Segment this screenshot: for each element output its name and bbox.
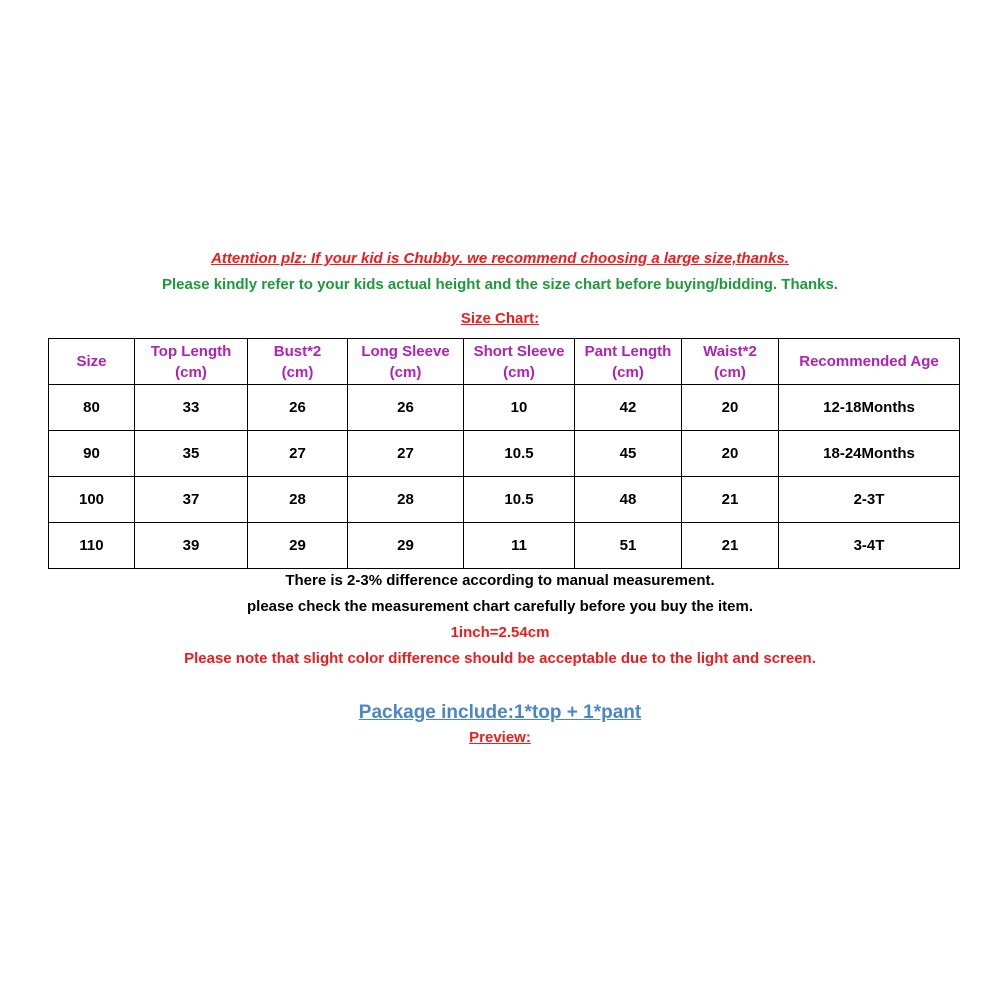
column-header-unit: (cm)	[281, 363, 314, 381]
column-header-title: Bust*2	[273, 342, 322, 360]
package-include-text: Package include:1*top + 1*pant	[358, 702, 642, 723]
table-cell: 20	[682, 385, 779, 431]
column-header-unit: (cm)	[389, 363, 422, 381]
table-cell: 2-3T	[779, 477, 960, 523]
table-cell: 18-24Months	[779, 431, 960, 477]
column-header-recommended-age	[779, 339, 960, 385]
table-row	[49, 523, 960, 569]
table-cell: 26	[248, 385, 348, 431]
table-cell: 33	[135, 385, 248, 431]
column-header-title: Short Sleeve	[473, 342, 565, 360]
table-cell: 12-18Months	[779, 385, 960, 431]
column-header-unit: (cm)	[714, 363, 746, 381]
table-cell: 90	[49, 431, 135, 477]
check-chart-note: please check the measurement chart carefully before you buy the item.	[246, 598, 753, 615]
column-header-waist	[682, 339, 779, 385]
column-header-unit: (cm)	[175, 363, 207, 381]
table-cell: 35	[135, 431, 248, 477]
size-chart-table	[48, 338, 960, 569]
refer-note: Please kindly refer to your kids actual height and the size chart before buying/bidding. Thanks.	[162, 276, 838, 293]
table-cell: 110	[49, 523, 135, 569]
table-cell: 27	[248, 431, 348, 477]
attention-note: Attention plz: If your kid is Chubby. we recommend choosing a large size,thanks.	[211, 250, 789, 267]
column-header-long-sleeve	[348, 339, 464, 385]
table-cell: 10.5	[464, 477, 575, 523]
size-chart-title: Size Chart:	[460, 310, 540, 327]
table-cell: 10.5	[464, 431, 575, 477]
table-cell: 20	[682, 431, 779, 477]
preview-label: Preview:	[469, 729, 531, 746]
column-header-unit: (cm)	[612, 363, 644, 381]
column-header-unit: (cm)	[503, 363, 535, 381]
table-row	[49, 385, 960, 431]
table-cell: 11	[464, 523, 575, 569]
table-cell: 51	[575, 523, 682, 569]
table-row	[49, 431, 960, 477]
column-header-top-length	[135, 339, 248, 385]
table-cell: 80	[49, 385, 135, 431]
column-header-title: Pant Length	[584, 342, 672, 360]
table-cell: 28	[348, 477, 464, 523]
column-header-title: Long Sleeve	[361, 342, 450, 360]
inch-conversion-note: 1inch=2.54cm	[450, 624, 550, 641]
color-difference-note: Please note that slight color difference should be acceptable due to the light and screen.	[184, 650, 816, 667]
column-header-title: Size	[76, 353, 107, 370]
table-cell: 10	[464, 385, 575, 431]
table-cell: 100	[49, 477, 135, 523]
measurement-difference-note: There is 2-3% difference according to manual measurement.	[285, 572, 715, 589]
table-cell: 42	[575, 385, 682, 431]
table-cell: 21	[682, 523, 779, 569]
column-header-bust	[248, 339, 348, 385]
table-cell: 48	[575, 477, 682, 523]
table-cell: 21	[682, 477, 779, 523]
table-cell: 45	[575, 431, 682, 477]
table-cell: 29	[248, 523, 348, 569]
column-header-size	[49, 339, 135, 385]
table-header-row	[49, 339, 960, 385]
column-header-short-sleeve	[464, 339, 575, 385]
table-cell: 39	[135, 523, 248, 569]
table-row	[49, 477, 960, 523]
table-cell: 28	[248, 477, 348, 523]
column-header-title: Top Length	[150, 342, 232, 360]
table-cell: 26	[348, 385, 464, 431]
table-cell: 29	[348, 523, 464, 569]
table-cell: 27	[348, 431, 464, 477]
column-header-pant-length	[575, 339, 682, 385]
column-header-title: Waist*2	[703, 342, 757, 360]
table-cell: 3-4T	[779, 523, 960, 569]
column-header-title: Recommended Age	[799, 353, 939, 370]
table-cell: 37	[135, 477, 248, 523]
